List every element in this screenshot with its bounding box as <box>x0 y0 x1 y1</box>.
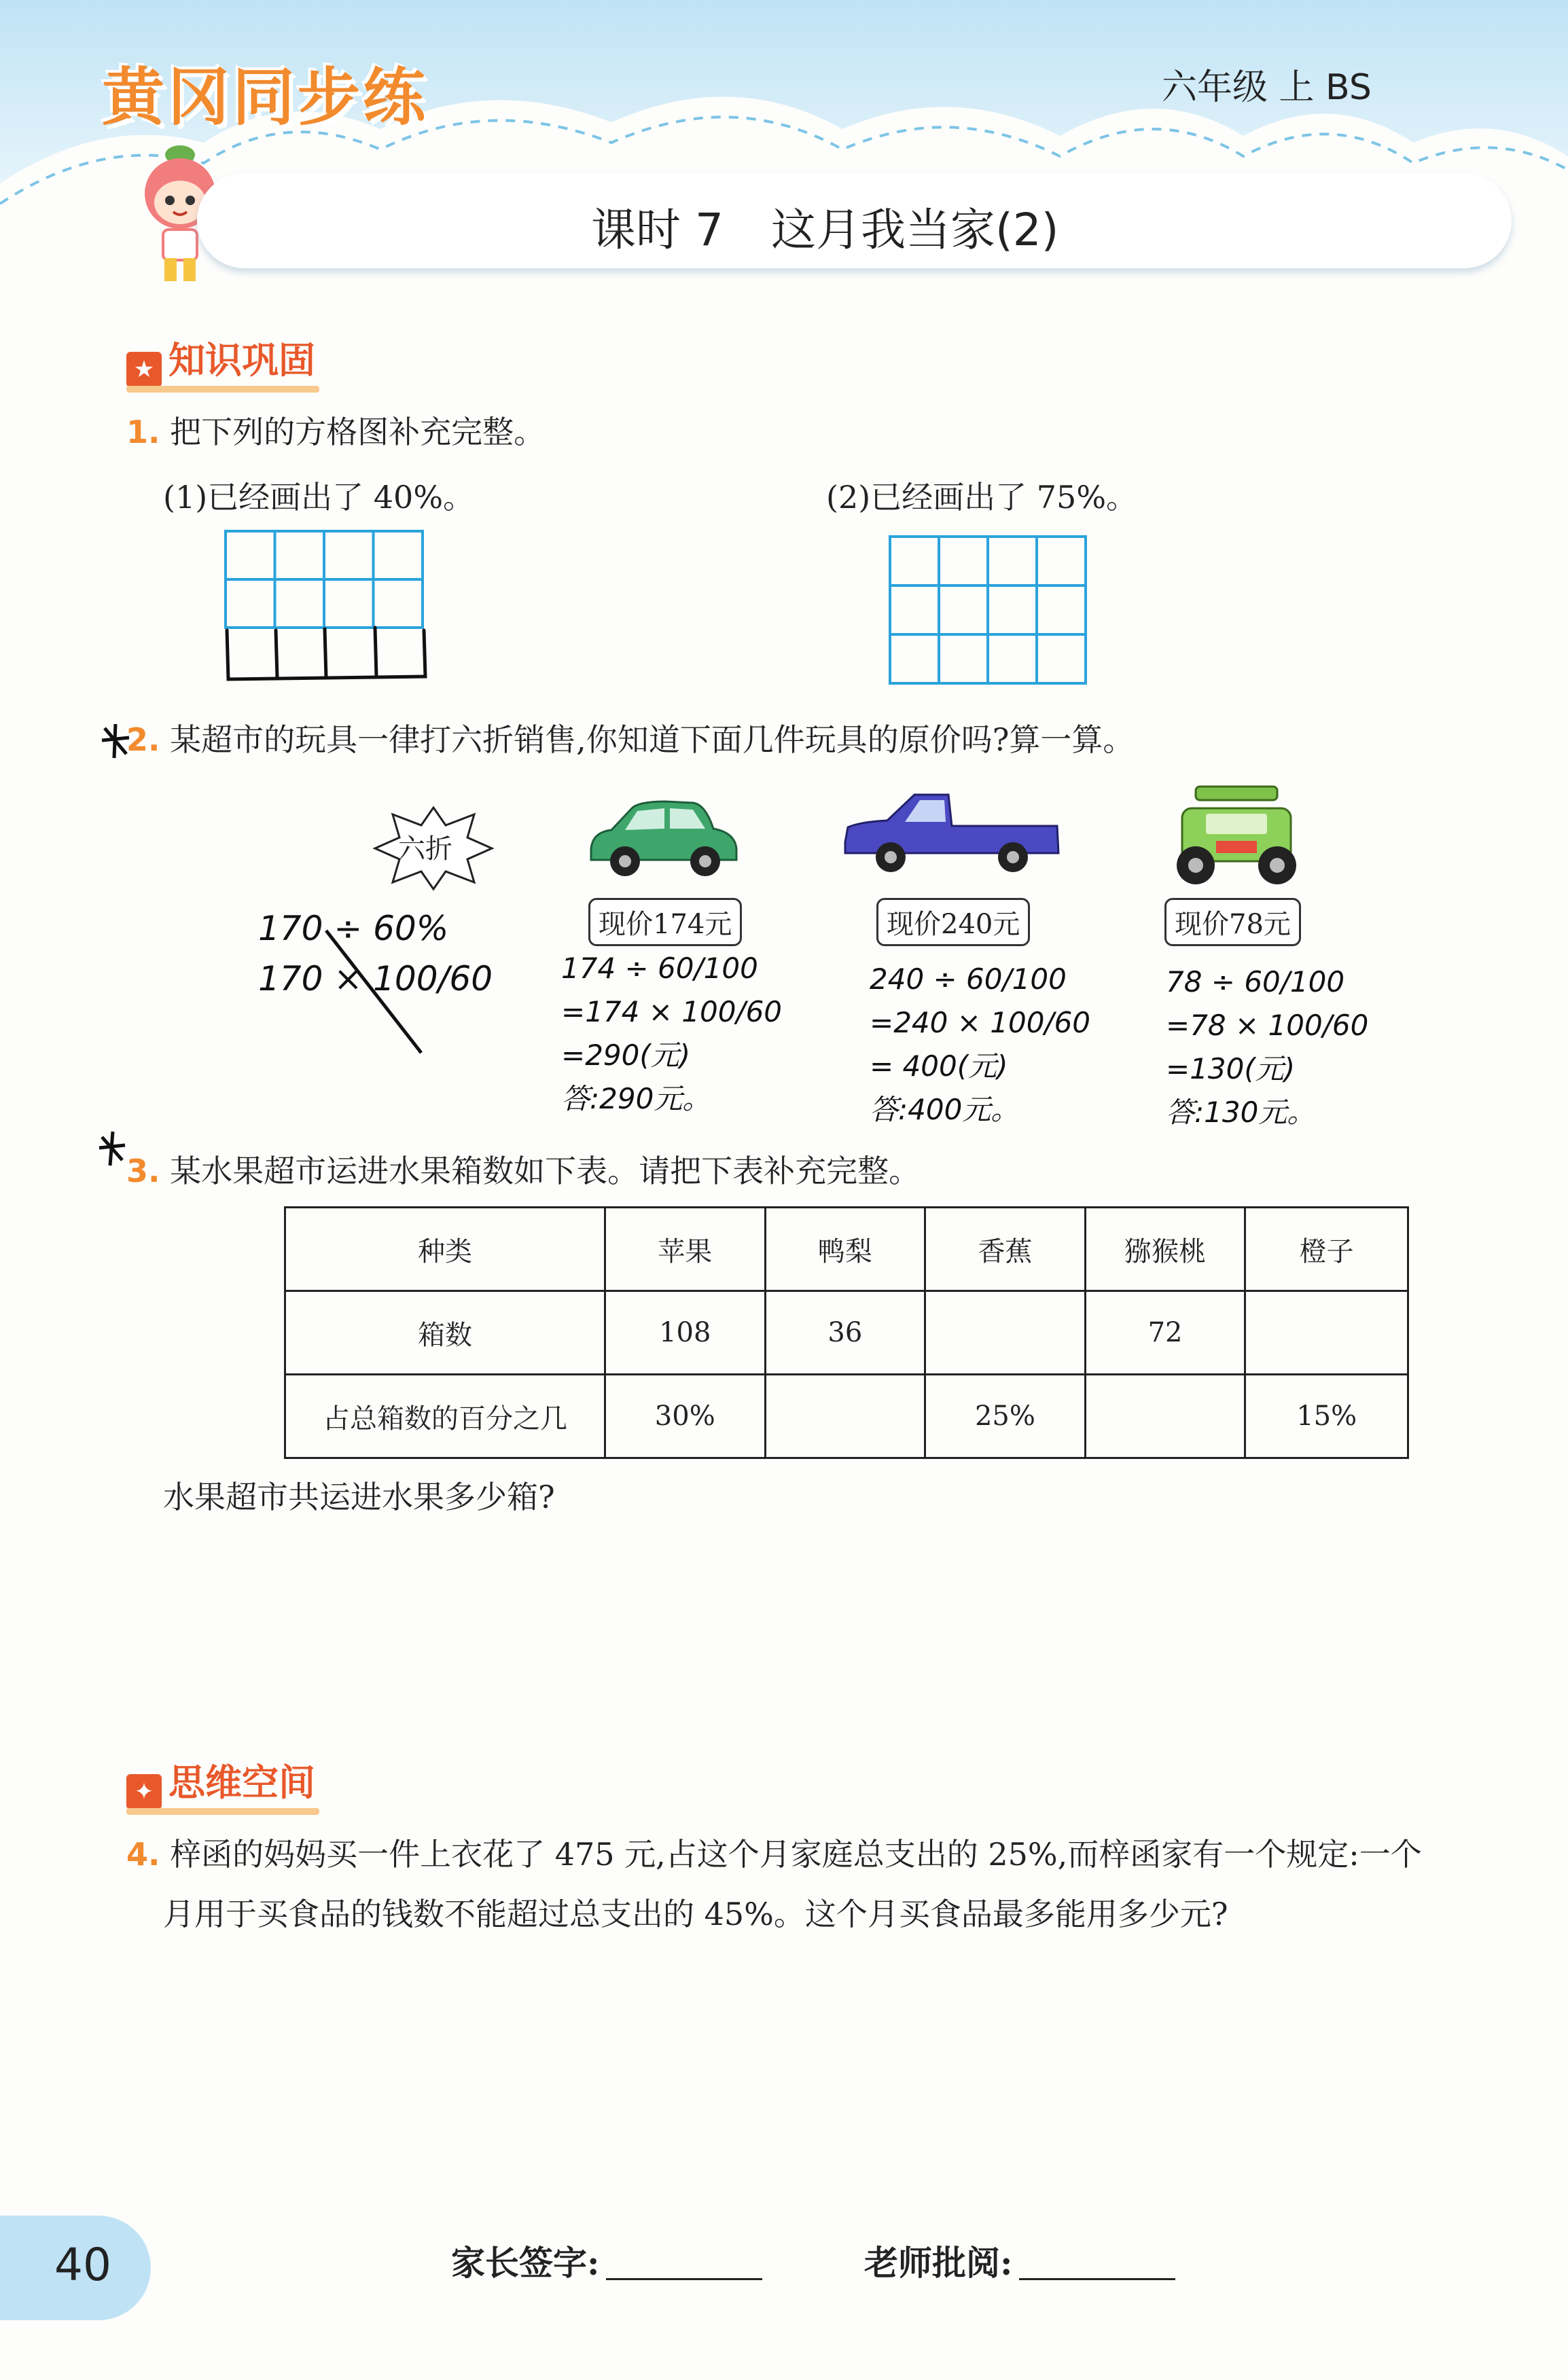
price-tag-jeep: 现价78元 <box>1164 898 1301 946</box>
grid-75-percent[interactable] <box>887 534 1088 686</box>
table-header-cell: 苹果 <box>605 1208 765 1291</box>
handwriting-line: =130(元) <box>1166 1052 1296 1085</box>
table-cell-blank[interactable] <box>925 1291 1086 1375</box>
section-tag-thinking <box>126 1754 315 1809</box>
fruit-table <box>284 1206 1409 1459</box>
handwriting-line: =174 × 100/60 <box>561 995 783 1028</box>
table-cell-blank[interactable] <box>1085 1375 1245 1458</box>
question-text: 某超市的玩具一律打六折销售,你知道下面几件玩具的原价吗?算一算。 <box>170 721 1135 758</box>
handwriting-line: =290(元) <box>561 1039 691 1072</box>
table-cell-blank[interactable] <box>765 1375 925 1458</box>
grid-40-percent[interactable] <box>223 528 433 688</box>
table-cell-blank[interactable] <box>1245 1291 1408 1375</box>
handwriting-line: = 400(元) <box>870 1049 1008 1083</box>
q1-part2-label: (2)已经画出了 75%。 <box>826 479 1138 516</box>
toy-car-icon <box>584 795 741 880</box>
lightbulb-icon: ✦ <box>126 1774 162 1809</box>
price-tag-pickup: 现价240元 <box>876 898 1030 946</box>
handwriting-col-1 <box>561 947 782 1121</box>
handwritten-star-mark <box>95 1128 129 1168</box>
handwriting-line: 170 × 100/60 <box>258 959 493 998</box>
table-header-cell: 猕猴桃 <box>1085 1208 1245 1291</box>
question-1 <box>126 408 545 452</box>
question-number: 1. <box>126 414 160 450</box>
question-2 <box>126 715 1134 760</box>
handwriting-line: 答:400元。 <box>870 1093 1020 1126</box>
price-tag-car: 现价174元 <box>588 898 742 946</box>
grade-label: 六年级 上 BS <box>1162 67 1372 108</box>
discount-badge-label: 六折 <box>398 833 452 865</box>
table-cell: 108 <box>605 1291 765 1375</box>
question-text: 某水果超市运进水果箱数如下表。请把下表补充完整。 <box>170 1153 921 1189</box>
question-4 <box>126 1830 1539 1875</box>
brand-logo: 黄冈同步练 <box>102 61 429 134</box>
section-tag-label: 知识巩固 <box>168 339 315 382</box>
table-header-cell: 橙子 <box>1245 1208 1408 1291</box>
table-cell: 占总箱数的百分之几 <box>285 1375 605 1458</box>
table-row <box>285 1375 1408 1458</box>
question-3 <box>126 1147 920 1191</box>
section-tag-label: 思维空间 <box>168 1761 315 1804</box>
question-number: 2. <box>126 721 160 758</box>
table-header-cell: 鸭梨 <box>765 1208 925 1291</box>
handwriting-col-2 <box>870 958 1090 1132</box>
table-row <box>285 1291 1408 1375</box>
teacher-review <box>864 2236 1175 2285</box>
handwriting-line: 答:290元。 <box>561 1082 711 1115</box>
handwriting-line: 240 ÷ 60/100 <box>870 962 1067 996</box>
page-title <box>591 194 1058 258</box>
question-number: 4. <box>126 1836 160 1873</box>
handwriting-line: 170 ÷ 60% <box>258 909 449 948</box>
question-text: 梓函的妈妈买一件上衣花了 475 元,占这个月家庭总支出的 25%,而梓函家有一个规定:一个 <box>170 1836 1422 1873</box>
toy-pickup-icon <box>840 788 1064 880</box>
teacher-review-label: 老师批阅: <box>864 2243 1013 2283</box>
handwritten-star-mark <box>95 720 136 761</box>
parent-signature-label: 家长签字: <box>451 2243 600 2283</box>
section-tag-knowledge <box>126 331 315 387</box>
table-cell: 箱数 <box>285 1291 605 1375</box>
table-cell: 36 <box>765 1291 925 1375</box>
star-icon: ★ <box>126 352 162 387</box>
question-number: 3. <box>126 1153 160 1189</box>
table-cell: 30% <box>605 1375 765 1458</box>
table-cell: 15% <box>1245 1375 1408 1458</box>
table-header-row <box>285 1208 1408 1291</box>
handwriting-line: 78 ÷ 60/100 <box>1166 965 1345 998</box>
table-header-cell: 种类 <box>285 1208 605 1291</box>
question-text: 把下列的方格图补充完整。 <box>170 414 546 450</box>
handwriting-line: 174 ÷ 60/100 <box>561 952 758 985</box>
parent-signature <box>451 2236 762 2285</box>
table-cell: 72 <box>1085 1291 1245 1375</box>
handwriting-line: =240 × 100/60 <box>870 1006 1091 1039</box>
handwritten-strike <box>319 924 428 1060</box>
handwriting-line: 答:130元。 <box>1166 1096 1316 1129</box>
lesson-number: 课时 7 <box>591 204 724 256</box>
q1-part1-label: (1)已经画出了 40%。 <box>163 479 475 516</box>
page-number: 40 <box>54 2239 111 2291</box>
handwriting-col-3 <box>1166 960 1368 1134</box>
table-header-cell: 香蕉 <box>925 1208 1086 1291</box>
q3-followup-question: 水果超市共运进水果多少箱? <box>163 1479 555 1515</box>
toy-jeep-icon <box>1169 781 1304 888</box>
teacher-review-field[interactable] <box>1019 2278 1175 2280</box>
question-text-line2: 月用于买食品的钱数不能超过总支出的 45%。这个月买食品最多能用多少元? <box>163 1896 1228 1932</box>
table-cell: 25% <box>925 1375 1086 1458</box>
lesson-title: 这月我当家(2) <box>770 204 1059 256</box>
parent-signature-field[interactable] <box>606 2278 762 2280</box>
handwriting-line: =78 × 100/60 <box>1166 1009 1369 1042</box>
